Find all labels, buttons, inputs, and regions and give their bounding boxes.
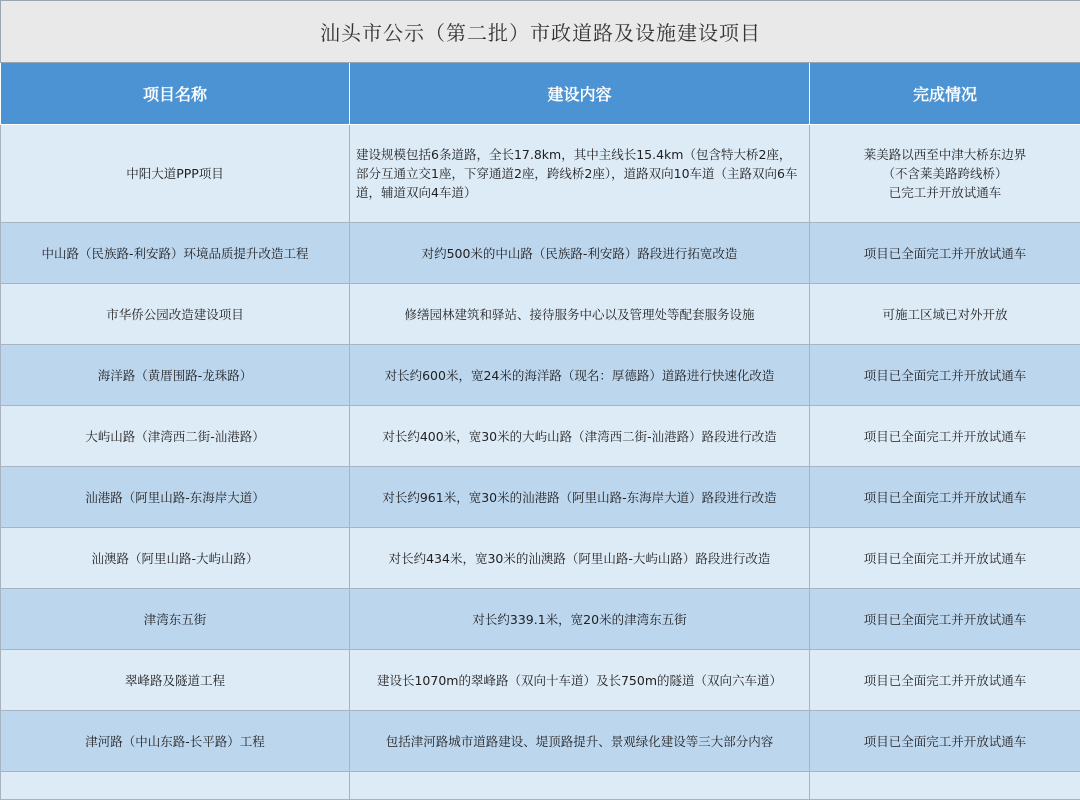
table-header-row: [1, 63, 1080, 125]
project-status-cell: 项目已全面完工并开放试通车: [810, 589, 1080, 650]
status-line: 莱美路以西至中津大桥东边界: [814, 145, 1076, 164]
project-content-cell: 对长约434米，宽30米的汕澳路（阿里山路-大屿山路）路段进行改造: [350, 528, 810, 589]
project-status-cell: 项目已全面完工并开放试通车: [810, 345, 1080, 406]
table-title-row: [1, 1, 1080, 63]
table-row: [1, 406, 1080, 467]
project-content-cell: 包括津河路城市道路建设、堤顶路提升、景观绿化建设等三大部分内容: [350, 711, 810, 772]
project-name-cell: 市华侨公园改造建设项目: [1, 284, 350, 345]
column-header-status: 完成情况: [810, 63, 1080, 125]
project-status-cell: 可施工区域已对外开放: [810, 284, 1080, 345]
table-title: 汕头市公示（第二批）市政道路及设施建设项目: [1, 1, 1080, 63]
column-header-name: 项目名称: [1, 63, 350, 125]
project-content-cell: 对约500米的中山路（民族路-利安路）路段进行拓宽改造: [350, 223, 810, 284]
project-status-cell: 项目已全面完工并开放试通车: [810, 406, 1080, 467]
column-header-content: 建设内容: [350, 63, 810, 125]
project-content-cell: 建设规模包括6条道路，全长17.8km，其中主线长15.4km（包含特大桥2座，部分互通立交1座，下穿通道2座，跨线桥2座），道路双向10车道（主路双向6车道，辅道双向4车道）: [350, 125, 810, 223]
table-row: [1, 528, 1080, 589]
table-row: [1, 223, 1080, 284]
project-content-cell: 修缮园林建筑和驿站、接待服务中心以及管理处等配套服务设施: [350, 284, 810, 345]
project-status-cell: 项目已全面完工并开放试通车: [810, 711, 1080, 772]
status-line: 已完工并开放试通车: [814, 183, 1076, 202]
table-row: [1, 284, 1080, 345]
table-row: [1, 650, 1080, 711]
project-name-cell: 大屿山路（津湾西二街-汕港路）: [1, 406, 350, 467]
project-name-cell: 津湾东五街: [1, 589, 350, 650]
project-name-cell: 海洋路（黄厝围路-龙珠路）: [1, 345, 350, 406]
table-row: [1, 125, 1080, 223]
project-name-cell: 汕澳路（阿里山路-大屿山路）: [1, 528, 350, 589]
table-row: [1, 589, 1080, 650]
project-name-cell: 中山路（民族路-利安路）环境品质提升改造工程: [1, 223, 350, 284]
project-name-cell: 津河路（中山东路-长平路）工程: [1, 711, 350, 772]
project-content-cell: 建设长1070m的翠峰路（双向十车道）及长750m的隧道（双向六车道）: [350, 650, 810, 711]
table-row: [1, 345, 1080, 406]
project-content-cell: 对长约961米，宽30米的汕港路（阿里山路-东海岸大道）路段进行改造: [350, 467, 810, 528]
project-status-cell: 项目已全面完工并开放试通车: [810, 467, 1080, 528]
project-name-cell: 中阳大道PPP项目: [1, 125, 350, 223]
project-name-cell: 翠峰路及隧道工程: [1, 650, 350, 711]
project-status-cell: 项目已全面完工并开放试通车: [810, 223, 1080, 284]
table-row: [1, 711, 1080, 772]
table-row: [1, 467, 1080, 528]
project-content-cell: 对长约339.1米，宽20米的津湾东五街: [350, 589, 810, 650]
project-name-cell: 汕港路（阿里山路-东海岸大道）: [1, 467, 350, 528]
project-content-cell: 对长约400米，宽30米的大屿山路（津湾西二街-汕港路）路段进行改造: [350, 406, 810, 467]
table-row-partial: [1, 772, 1080, 800]
status-line: （不含莱美路跨线桥）: [814, 164, 1076, 183]
project-content-cell: 对长约600米，宽24米的海洋路（现名：厚德路）道路进行快速化改造: [350, 345, 810, 406]
project-status-cell: 项目已全面完工并开放试通车: [810, 650, 1080, 711]
project-status-cell: [810, 125, 1080, 223]
project-status-cell: 项目已全面完工并开放试通车: [810, 528, 1080, 589]
